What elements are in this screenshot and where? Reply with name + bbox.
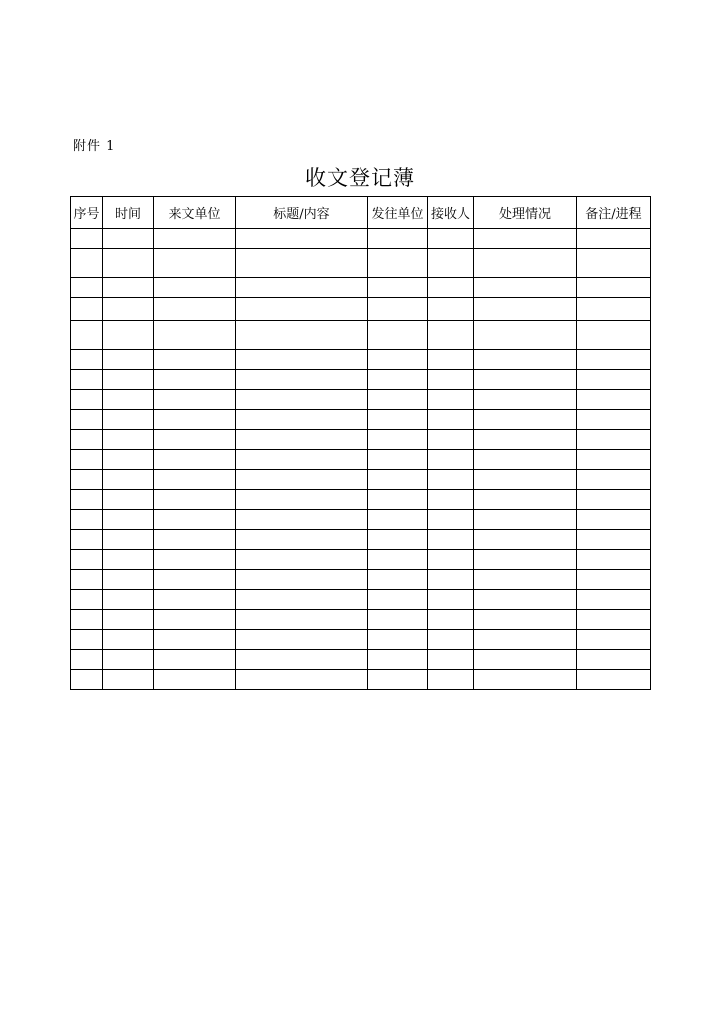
table-cell[interactable] — [103, 249, 154, 278]
table-cell[interactable] — [71, 590, 103, 610]
table-cell[interactable] — [103, 490, 154, 510]
table-cell[interactable] — [154, 530, 236, 550]
table-cell[interactable] — [474, 470, 577, 490]
table-cell[interactable] — [428, 278, 474, 298]
table-cell[interactable] — [577, 229, 651, 249]
table-cell[interactable] — [428, 370, 474, 390]
col-header-remarks: 备注/进程 — [577, 197, 651, 229]
table-row — [71, 249, 651, 278]
table-cell[interactable] — [154, 470, 236, 490]
table-cell[interactable] — [368, 490, 428, 510]
table-cell[interactable] — [154, 350, 236, 370]
table-row — [71, 490, 651, 510]
table-cell[interactable] — [236, 298, 368, 321]
table-cell[interactable] — [428, 570, 474, 590]
table-cell[interactable] — [103, 350, 154, 370]
table-cell[interactable] — [236, 590, 368, 610]
table-row — [71, 470, 651, 490]
table-cell[interactable] — [428, 510, 474, 530]
table-cell[interactable] — [103, 530, 154, 550]
table-cell[interactable] — [71, 470, 103, 490]
table-cell[interactable] — [236, 630, 368, 650]
table-cell[interactable] — [368, 278, 428, 298]
table-cell[interactable] — [474, 670, 577, 690]
table-cell[interactable] — [428, 550, 474, 570]
table-cell[interactable] — [368, 229, 428, 249]
table-cell[interactable] — [71, 530, 103, 550]
table-cell[interactable] — [428, 229, 474, 249]
table-cell[interactable] — [103, 470, 154, 490]
table-row — [71, 550, 651, 570]
table-cell[interactable] — [154, 570, 236, 590]
table-cell[interactable] — [71, 650, 103, 670]
table-cell[interactable] — [474, 249, 577, 278]
table-cell[interactable] — [103, 550, 154, 570]
table-cell[interactable] — [368, 298, 428, 321]
table-cell[interactable] — [154, 370, 236, 390]
table-cell[interactable] — [577, 410, 651, 430]
table-cell[interactable] — [103, 670, 154, 690]
table-cell[interactable] — [474, 610, 577, 630]
table-cell[interactable] — [577, 390, 651, 410]
table-row — [71, 650, 651, 670]
table-cell[interactable] — [368, 470, 428, 490]
table-cell[interactable] — [428, 450, 474, 470]
table-row — [71, 370, 651, 390]
table-row — [71, 410, 651, 430]
table-cell[interactable] — [577, 510, 651, 530]
table-cell[interactable] — [474, 390, 577, 410]
col-header-forward-to: 发往单位 — [368, 197, 428, 229]
table-cell[interactable] — [236, 249, 368, 278]
table-cell[interactable] — [577, 470, 651, 490]
table-cell[interactable] — [236, 650, 368, 670]
table-row — [71, 530, 651, 550]
table-cell[interactable] — [428, 430, 474, 450]
table-row — [71, 610, 651, 630]
table-cell[interactable] — [236, 450, 368, 470]
table-cell[interactable] — [236, 430, 368, 450]
table-row — [71, 570, 651, 590]
table-cell[interactable] — [368, 510, 428, 530]
table-cell[interactable] — [474, 510, 577, 530]
table-cell[interactable] — [474, 490, 577, 510]
table-cell[interactable] — [71, 229, 103, 249]
table-cell[interactable] — [577, 550, 651, 570]
col-header-subject: 标题/内容 — [236, 197, 368, 229]
table-cell[interactable] — [236, 390, 368, 410]
table-cell[interactable] — [577, 590, 651, 610]
table-cell[interactable] — [71, 610, 103, 630]
table-cell[interactable] — [154, 510, 236, 530]
table-cell[interactable] — [236, 570, 368, 590]
table-row — [71, 390, 651, 410]
table-cell[interactable] — [103, 630, 154, 650]
table-cell[interactable] — [236, 490, 368, 510]
table-cell[interactable] — [428, 530, 474, 550]
table-cell[interactable] — [474, 590, 577, 610]
table-row — [71, 670, 651, 690]
table-cell[interactable] — [236, 510, 368, 530]
table-cell[interactable] — [236, 670, 368, 690]
table-cell[interactable] — [428, 610, 474, 630]
table-cell[interactable] — [154, 278, 236, 298]
table-cell[interactable] — [474, 298, 577, 321]
table-cell[interactable] — [236, 278, 368, 298]
table-cell[interactable] — [236, 321, 368, 350]
table-cell[interactable] — [103, 370, 154, 390]
receipt-register-table — [70, 196, 651, 690]
table-cell[interactable] — [71, 390, 103, 410]
table-cell[interactable] — [154, 490, 236, 510]
table-cell[interactable] — [474, 650, 577, 670]
table-cell[interactable] — [71, 570, 103, 590]
table-cell[interactable] — [103, 410, 154, 430]
table-cell[interactable] — [368, 610, 428, 630]
table-cell[interactable] — [474, 350, 577, 370]
table-cell[interactable] — [71, 510, 103, 530]
table-cell[interactable] — [103, 229, 154, 249]
table-cell[interactable] — [368, 570, 428, 590]
table-cell[interactable] — [368, 390, 428, 410]
table-cell[interactable] — [154, 450, 236, 470]
table-cell[interactable] — [577, 249, 651, 278]
table-cell[interactable] — [577, 610, 651, 630]
table-cell[interactable] — [71, 321, 103, 350]
table-row — [71, 510, 651, 530]
table-cell[interactable] — [428, 321, 474, 350]
col-header-number: 序号 — [71, 197, 103, 229]
table-cell[interactable] — [368, 650, 428, 670]
table-cell[interactable] — [154, 249, 236, 278]
table-cell[interactable] — [474, 450, 577, 470]
table-cell[interactable] — [103, 298, 154, 321]
table-cell[interactable] — [474, 278, 577, 298]
table-cell[interactable] — [428, 670, 474, 690]
table-row — [71, 298, 651, 321]
table-cell[interactable] — [368, 350, 428, 370]
table-cell[interactable] — [236, 229, 368, 249]
table-cell[interactable] — [236, 470, 368, 490]
col-header-sender: 来文单位 — [154, 197, 236, 229]
table-cell[interactable] — [577, 570, 651, 590]
table-cell[interactable] — [368, 670, 428, 690]
col-header-handling: 处理情况 — [474, 197, 577, 229]
table-cell[interactable] — [71, 550, 103, 570]
table-cell[interactable] — [71, 350, 103, 370]
table-cell[interactable] — [474, 321, 577, 350]
col-header-recipient: 接收人 — [428, 197, 474, 229]
table-cell[interactable] — [368, 430, 428, 450]
table-cell[interactable] — [236, 530, 368, 550]
table-cell[interactable] — [154, 630, 236, 650]
table-cell[interactable] — [474, 570, 577, 590]
table-cell[interactable] — [474, 370, 577, 390]
table-row — [71, 590, 651, 610]
table-cell[interactable] — [577, 630, 651, 650]
header-row — [71, 197, 651, 229]
table-cell[interactable] — [154, 670, 236, 690]
table-cell[interactable] — [474, 229, 577, 249]
table-row — [71, 229, 651, 249]
table-cell[interactable] — [474, 550, 577, 570]
table-cell[interactable] — [368, 590, 428, 610]
table-cell[interactable] — [428, 350, 474, 370]
table-cell[interactable] — [577, 278, 651, 298]
col-header-time: 时间 — [103, 197, 154, 229]
table-cell[interactable] — [236, 550, 368, 570]
table-cell[interactable] — [154, 650, 236, 670]
table-cell[interactable] — [428, 650, 474, 670]
table-cell[interactable] — [428, 590, 474, 610]
table-cell[interactable] — [154, 390, 236, 410]
table-cell[interactable] — [71, 410, 103, 430]
table-cell[interactable] — [103, 510, 154, 530]
table-cell[interactable] — [154, 321, 236, 350]
table-cell[interactable] — [577, 530, 651, 550]
table-cell[interactable] — [577, 321, 651, 350]
table-row — [71, 630, 651, 650]
table-cell[interactable] — [428, 390, 474, 410]
table-cell[interactable] — [154, 550, 236, 570]
table-cell[interactable] — [474, 630, 577, 650]
table-row — [71, 278, 651, 298]
table-cell[interactable] — [71, 298, 103, 321]
table-cell[interactable] — [71, 370, 103, 390]
table-cell[interactable] — [428, 490, 474, 510]
table-cell[interactable] — [577, 298, 651, 321]
table-cell[interactable] — [103, 610, 154, 630]
table-cell[interactable] — [577, 370, 651, 390]
table-cell[interactable] — [368, 249, 428, 278]
table-row — [71, 450, 651, 470]
table-cell[interactable] — [428, 298, 474, 321]
table-cell[interactable] — [103, 570, 154, 590]
table-cell[interactable] — [154, 410, 236, 430]
table-cell[interactable] — [71, 670, 103, 690]
table-cell[interactable] — [236, 410, 368, 430]
register-body — [71, 229, 651, 690]
table-cell[interactable] — [428, 630, 474, 650]
table-cell[interactable] — [474, 530, 577, 550]
table-cell[interactable] — [428, 249, 474, 278]
table-cell[interactable] — [71, 249, 103, 278]
table-row — [71, 430, 651, 450]
document-title: 收文登记薄 — [305, 166, 415, 190]
table-cell[interactable] — [474, 410, 577, 430]
table-cell[interactable] — [154, 610, 236, 630]
table-cell[interactable] — [71, 490, 103, 510]
table-row — [71, 321, 651, 350]
table-cell[interactable] — [236, 370, 368, 390]
table-cell[interactable] — [368, 550, 428, 570]
table-cell[interactable] — [577, 650, 651, 670]
table-cell[interactable] — [103, 390, 154, 410]
table-cell[interactable] — [71, 450, 103, 470]
table-cell[interactable] — [103, 278, 154, 298]
table-cell[interactable] — [577, 490, 651, 510]
table-cell[interactable] — [368, 410, 428, 430]
table-cell[interactable] — [154, 298, 236, 321]
table-cell[interactable] — [474, 430, 577, 450]
table-cell[interactable] — [103, 650, 154, 670]
table-cell[interactable] — [428, 470, 474, 490]
table-cell[interactable] — [71, 630, 103, 650]
table-cell[interactable] — [103, 321, 154, 350]
table-cell[interactable] — [577, 450, 651, 470]
table-cell[interactable] — [368, 370, 428, 390]
table-cell[interactable] — [577, 350, 651, 370]
table-cell[interactable] — [154, 229, 236, 249]
table-cell[interactable] — [103, 450, 154, 470]
table-cell[interactable] — [103, 430, 154, 450]
table-cell[interactable] — [368, 530, 428, 550]
table-cell[interactable] — [577, 670, 651, 690]
table-cell[interactable] — [368, 630, 428, 650]
attachment-label: 附件 1 — [73, 139, 116, 154]
table-cell[interactable] — [236, 610, 368, 630]
table-cell[interactable] — [154, 590, 236, 610]
table-cell[interactable] — [428, 410, 474, 430]
table-cell[interactable] — [368, 321, 428, 350]
table-cell[interactable] — [103, 590, 154, 610]
table-cell[interactable] — [577, 430, 651, 450]
table-cell[interactable] — [71, 278, 103, 298]
table-cell[interactable] — [71, 430, 103, 450]
table-cell[interactable] — [236, 350, 368, 370]
table-cell[interactable] — [368, 450, 428, 470]
table-cell[interactable] — [154, 430, 236, 450]
table-row — [71, 350, 651, 370]
